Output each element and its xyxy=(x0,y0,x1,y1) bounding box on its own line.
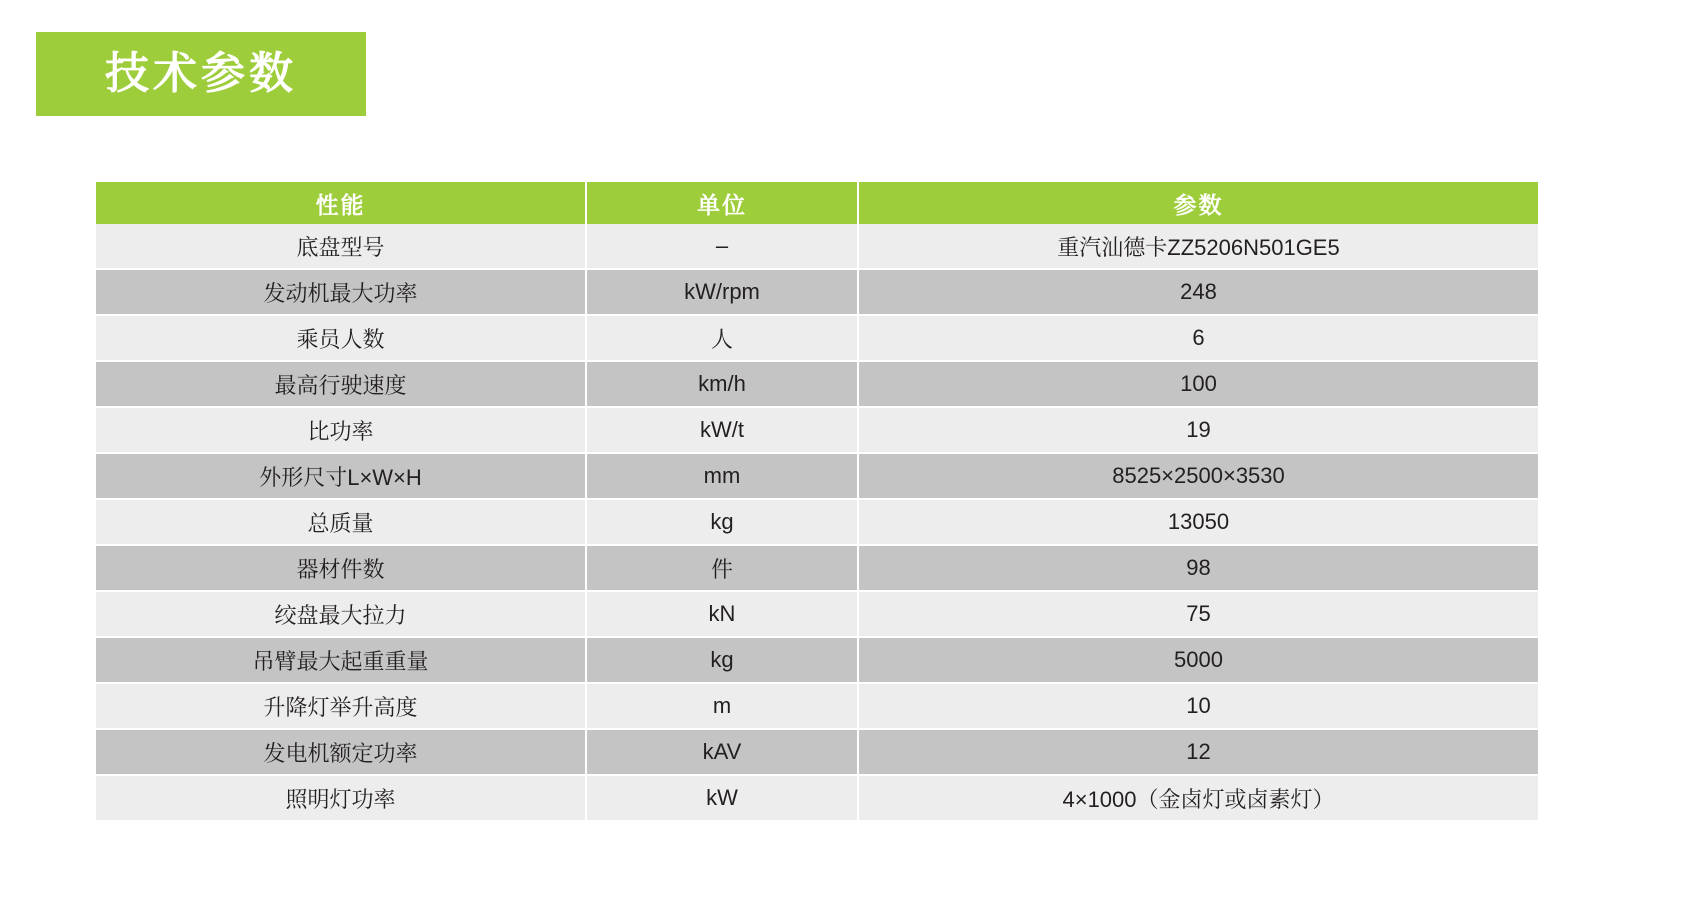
cell-performance: 器材件数 xyxy=(96,545,586,591)
cell-parameter: 4×1000（金卤灯或卤素灯） xyxy=(858,775,1538,821)
cell-parameter: 8525×2500×3530 xyxy=(858,453,1538,499)
table-row xyxy=(96,683,1538,729)
table-row xyxy=(96,545,1538,591)
cell-unit: 人 xyxy=(586,315,858,361)
page-title: 技术参数 xyxy=(105,49,297,98)
cell-parameter: 6 xyxy=(858,315,1538,361)
cell-unit: kW/rpm xyxy=(586,269,858,315)
cell-performance: 外形尺寸L×W×H xyxy=(96,453,586,499)
table-body xyxy=(96,224,1538,821)
table-row xyxy=(96,269,1538,315)
cell-performance: 绞盘最大拉力 xyxy=(96,591,586,637)
cell-unit: kg xyxy=(586,637,858,683)
cell-unit: – xyxy=(586,224,858,269)
cell-unit: 件 xyxy=(586,545,858,591)
cell-unit: kW xyxy=(586,775,858,821)
cell-performance: 比功率 xyxy=(96,407,586,453)
cell-parameter: 100 xyxy=(858,361,1538,407)
column-header-unit: 单位 xyxy=(586,182,858,224)
cell-performance: 乘员人数 xyxy=(96,315,586,361)
cell-performance: 升降灯举升高度 xyxy=(96,683,586,729)
cell-performance: 吊臂最大起重重量 xyxy=(96,637,586,683)
cell-unit: kW/t xyxy=(586,407,858,453)
cell-performance: 照明灯功率 xyxy=(96,775,586,821)
table-header xyxy=(96,182,1538,224)
cell-parameter: 248 xyxy=(858,269,1538,315)
cell-performance: 底盘型号 xyxy=(96,224,586,269)
page-title-banner xyxy=(36,32,366,116)
cell-unit: kN xyxy=(586,591,858,637)
cell-performance: 发电机额定功率 xyxy=(96,729,586,775)
table-row xyxy=(96,637,1538,683)
column-header-parameter: 参数 xyxy=(858,182,1538,224)
cell-parameter: 75 xyxy=(858,591,1538,637)
table-row xyxy=(96,361,1538,407)
cell-unit: mm xyxy=(586,453,858,499)
column-header-performance: 性能 xyxy=(96,182,586,224)
cell-unit: kg xyxy=(586,499,858,545)
cell-unit: m xyxy=(586,683,858,729)
table-row xyxy=(96,591,1538,637)
table-row xyxy=(96,729,1538,775)
cell-parameter: 重汽汕德卡ZZ5206N501GE5 xyxy=(858,224,1538,269)
cell-unit: km/h xyxy=(586,361,858,407)
cell-performance: 发动机最大功率 xyxy=(96,269,586,315)
cell-performance: 最高行驶速度 xyxy=(96,361,586,407)
table-header-row xyxy=(96,182,1538,224)
cell-performance: 总质量 xyxy=(96,499,586,545)
technical-spec-table xyxy=(96,182,1538,822)
cell-parameter: 13050 xyxy=(858,499,1538,545)
cell-parameter: 12 xyxy=(858,729,1538,775)
cell-parameter: 98 xyxy=(858,545,1538,591)
cell-parameter: 5000 xyxy=(858,637,1538,683)
table-row xyxy=(96,407,1538,453)
table-row xyxy=(96,224,1538,269)
table-row xyxy=(96,499,1538,545)
cell-parameter: 10 xyxy=(858,683,1538,729)
table-row xyxy=(96,315,1538,361)
cell-unit: kAV xyxy=(586,729,858,775)
table-row xyxy=(96,453,1538,499)
cell-parameter: 19 xyxy=(858,407,1538,453)
table-row xyxy=(96,775,1538,821)
